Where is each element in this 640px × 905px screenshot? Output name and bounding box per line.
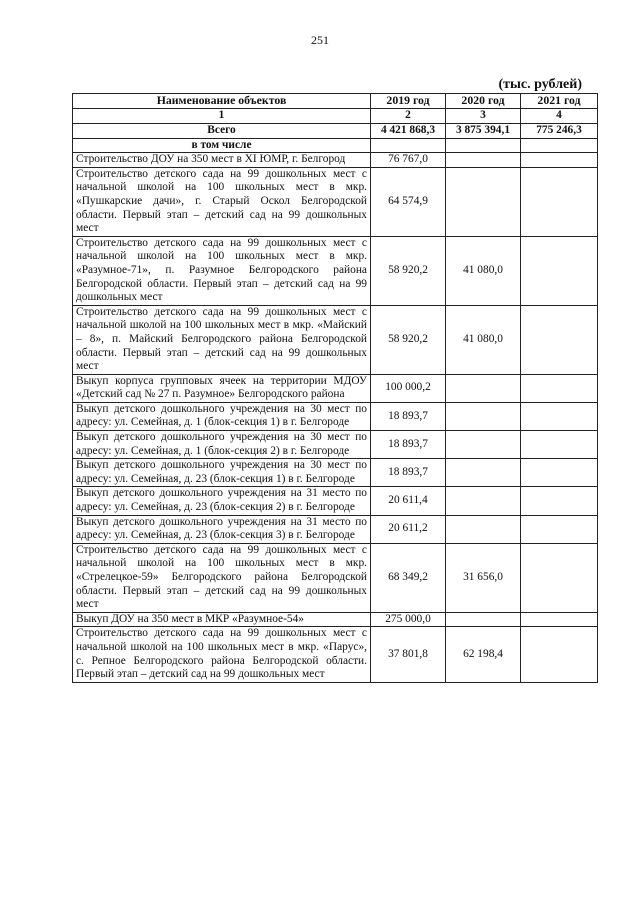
budget-table [72,93,598,683]
value-2019: 37 801,8 [371,627,446,682]
value-2020 [446,374,521,402]
empty-cell [446,138,521,153]
object-name: Строительство детского сада на 99 дошкольных мест с начальной школой на 100 школьных мест в мкр. «Парус», с. Репное Белгородского района Белгородской области. Первый этап – детский сад на 99 дошкольных мест [73,627,371,682]
total-2020: 3 875 394,1 [446,123,521,138]
subheading: в том числе [73,138,371,153]
header-row [73,94,598,109]
object-name: Выкуп детского дошкольного учреждения на 31 место по адресу: ул. Семейная, д. 23 (блок-секция 3) в г. Белгороде [73,515,371,543]
table-row [73,236,598,305]
value-2021 [521,487,598,515]
value-2020 [446,612,521,627]
total-2021: 775 246,3 [521,123,598,138]
object-name: Строительство ДОУ на 350 мест в XI ЮМР, г. Белгород [73,153,371,168]
table-row [73,487,598,515]
table-row [73,515,598,543]
empty-cell [371,138,446,153]
total-label: Всего [73,123,371,138]
value-2019: 76 767,0 [371,153,446,168]
table-row [73,374,598,402]
value-2019: 18 893,7 [371,459,446,487]
page-number: 251 [311,33,329,47]
table-row [73,459,598,487]
empty-cell [521,138,598,153]
table-row [73,431,598,459]
value-2021 [521,236,598,305]
object-name: Выкуп детского дошкольного учреждения на 30 мест по адресу: ул. Семейная, д. 1 (блок-секция 1) в г. Белгороде [73,402,371,430]
column-number-row [73,109,598,124]
value-2019: 20 611,4 [371,487,446,515]
value-2020 [446,487,521,515]
value-2019: 18 893,7 [371,402,446,430]
value-2019: 18 893,7 [371,431,446,459]
header-2021: 2021 год [521,94,598,109]
value-2020 [446,402,521,430]
value-2020 [446,459,521,487]
header-2020: 2020 год [446,94,521,109]
object-name: Выкуп ДОУ на 350 мест в МКР «Разумное-54» [73,612,371,627]
table-row [73,167,598,236]
value-2021 [521,374,598,402]
object-name: Выкуп детского дошкольного учреждения на 30 мест по адресу: ул. Семейная, д. 1 (блок-секция 2) в г. Белгороде [73,431,371,459]
value-2021 [521,612,598,627]
value-2019: 64 574,9 [371,167,446,236]
table-row [73,402,598,430]
value-2021 [521,431,598,459]
value-2020: 41 080,0 [446,305,521,374]
value-2019: 58 920,2 [371,236,446,305]
value-2021 [521,305,598,374]
column-number: 3 [446,109,521,124]
value-2020: 41 080,0 [446,236,521,305]
object-name: Строительство детского сада на 99 дошкольных мест с начальной школой на 100 школьных мест в мкр. «Стрелецкое-59» Белгородского района Белгородской области. Первый этап – детский сад на 99 дошкольных мест [73,543,371,612]
header-name: Наименование объектов [73,94,371,109]
object-name: Выкуп корпуса групповых ячеек на территории МДОУ «Детский сад № 27 п. Разумное» Белгородского района [73,374,371,402]
table-row [73,612,598,627]
value-2019: 68 349,2 [371,543,446,612]
value-2020 [446,167,521,236]
value-2019: 20 611,2 [371,515,446,543]
object-name: Выкуп детского дошкольного учреждения на 31 место по адресу: ул. Семейная, д. 23 (блок-секция 2) в г. Белгороде [73,487,371,515]
value-2021 [521,167,598,236]
table-row [73,543,598,612]
column-number: 4 [521,109,598,124]
value-2020 [446,153,521,168]
subheading-row [73,138,598,153]
object-name: Выкуп детского дошкольного учреждения на 30 мест по адресу: ул. Семейная, д. 23 (блок-секция 1) в г. Белгороде [73,459,371,487]
value-2021 [521,459,598,487]
units-label: (тыс. рублей) [498,77,582,92]
header-2019: 2019 год [371,94,446,109]
total-2019: 4 421 868,3 [371,123,446,138]
value-2021 [521,543,598,612]
object-name: Строительство детского сада на 99 дошкольных мест с начальной школой на 100 школьных мест в мкр. «Разумное-71», п. Разумное Белгородского района Белгородской области. Первый этап – детский сад на 99 дошкольных мест [73,236,371,305]
value-2020: 31 656,0 [446,543,521,612]
column-number: 1 [73,109,371,124]
column-number: 2 [371,109,446,124]
table-row [73,153,598,168]
value-2019: 275 000,0 [371,612,446,627]
table-row [73,305,598,374]
value-2020 [446,431,521,459]
value-2020 [446,515,521,543]
value-2021 [521,515,598,543]
value-2021 [521,153,598,168]
value-2019: 100 000,2 [371,374,446,402]
value-2021 [521,627,598,682]
object-name: Строительство детского сада на 99 дошкольных мест с начальной школой на 100 школьных мест в мкр. «Майский – 8», п. Майский Белгородского района Белгородской области. Первый этап – детский сад на 99 дошкольных мест [73,305,371,374]
value-2020: 62 198,4 [446,627,521,682]
value-2019: 58 920,2 [371,305,446,374]
table-row [73,627,598,682]
object-name: Строительство детского сада на 99 дошкольных мест с начальной школой на 100 школьных мест в мкр. «Пушкарские дачи», г. Старый Оскол Белгородской области. Первый этап – детский сад на 99 дошкольных мест [73,167,371,236]
value-2021 [521,402,598,430]
total-row [73,123,598,138]
